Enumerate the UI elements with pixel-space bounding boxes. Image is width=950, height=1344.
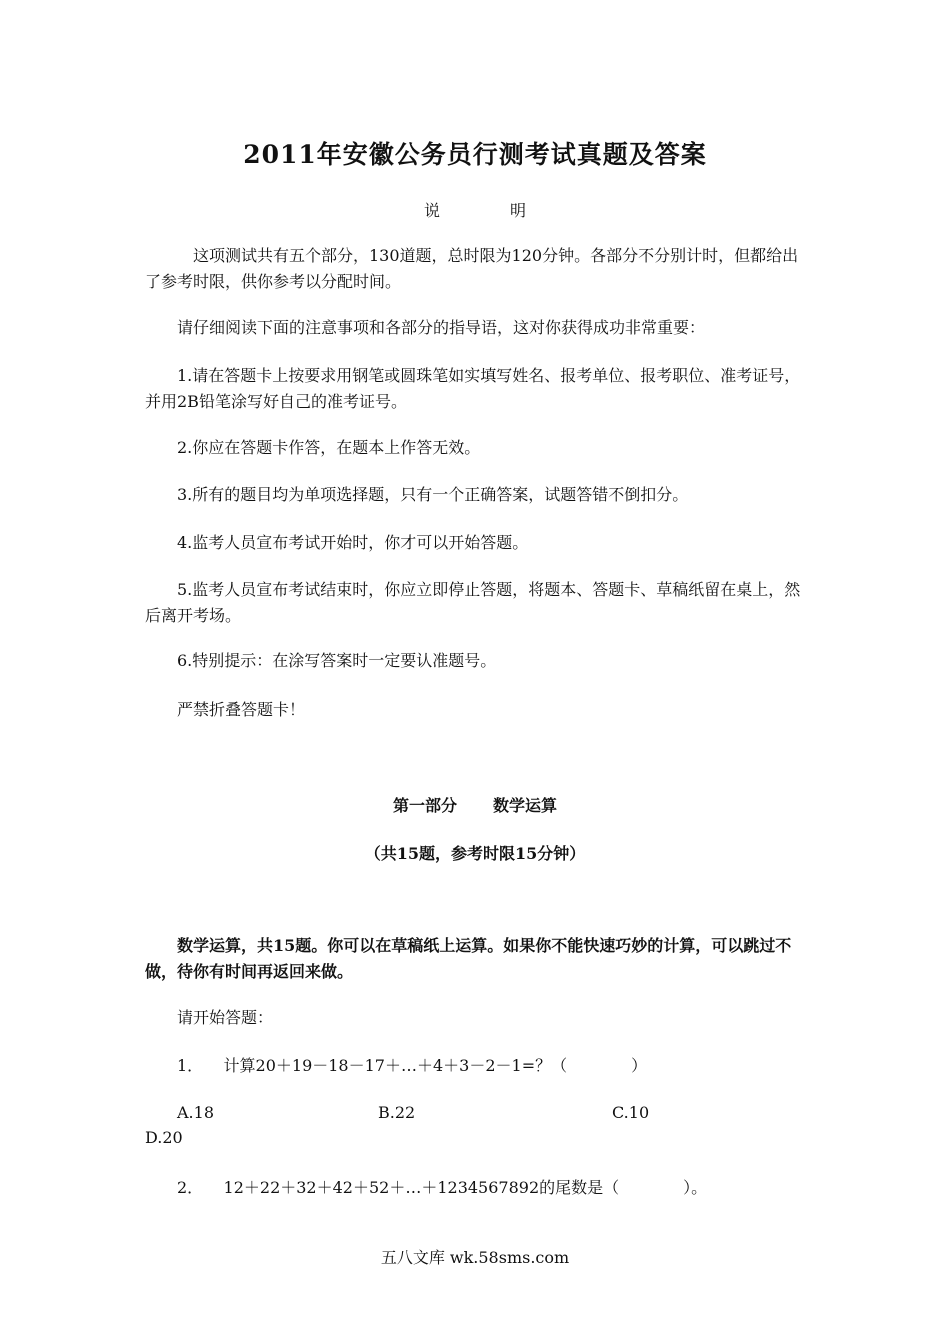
document-title: 2011年安徽公务员行测考试真题及答案: [243, 140, 707, 169]
notice-item: 5.监考人员宣布考试结束时，你应立即停止答题，将题本、答题卡、草稿纸留在桌上，然后离开考场。: [145, 580, 801, 625]
question-number: 2．: [177, 1178, 204, 1197]
notice-item: 4.监考人员宣布考试开始时，你才可以开始答题。: [177, 533, 529, 552]
question-2: [177, 1175, 817, 1201]
intro-heading-char-1: 说: [423, 201, 440, 220]
footer-watermark: 五八文库 wk.58sms.com: [380, 1248, 570, 1267]
intro-heading-char-2: 明: [510, 201, 527, 220]
section-title: [0, 793, 950, 816]
start-prompt: 请开始答题：: [177, 1008, 274, 1027]
notice-item: 2.你应在答题卡作答，在题本上作答无效。: [177, 438, 481, 457]
intro-heading: [0, 198, 950, 221]
option-d: D.20: [145, 1128, 183, 1147]
notice-item: 6.特别提示：在涂写答案时一定要认准题号。: [177, 651, 497, 670]
section-note: （共15题，参考时限15分钟）: [364, 844, 586, 863]
question-text: 12＋22＋32＋42＋52＋…＋1234567892的尾数是（ ）。: [223, 1178, 708, 1197]
intro-paragraph: 请仔细阅读下面的注意事项和各部分的指导语，这对你获得成功非常重要：: [177, 318, 706, 337]
option-b: B.22: [378, 1103, 416, 1122]
section-part: 第一部分: [392, 796, 457, 815]
question-number: 1．: [177, 1056, 204, 1075]
option-c: C.10: [612, 1103, 650, 1122]
notice-item: 1.请在答题卡上按要求用钢笔或圆珠笔如实填写姓名、报考单位、报考职位、准考证号，并用2B铅笔涂写好自己的准考证号。: [145, 366, 801, 411]
warning-text: 严禁折叠答题卡！: [177, 700, 306, 719]
question-1: [177, 1053, 817, 1079]
option-a: A.18: [177, 1103, 214, 1122]
notice-item: 3.所有的题目均为单项选择题，只有一个正确答案，试题答错不倒扣分。: [177, 485, 689, 504]
section-name: 数学运算: [493, 796, 558, 815]
intro-paragraph: 这项测试共有五个部分，130道题，总时限为120分钟。各部分不分别计时，但都给出了参考时限，供你参考以分配时间。: [145, 246, 799, 291]
section-instructions: 数学运算，共15题。你可以在草稿纸上运算。如果你不能快速巧妙的计算，可以跳过不做，待你有时间再返回来做。: [145, 936, 792, 981]
question-text: 计算20＋19－18－17＋…＋4＋3－2－1=？（ ）: [223, 1056, 648, 1075]
